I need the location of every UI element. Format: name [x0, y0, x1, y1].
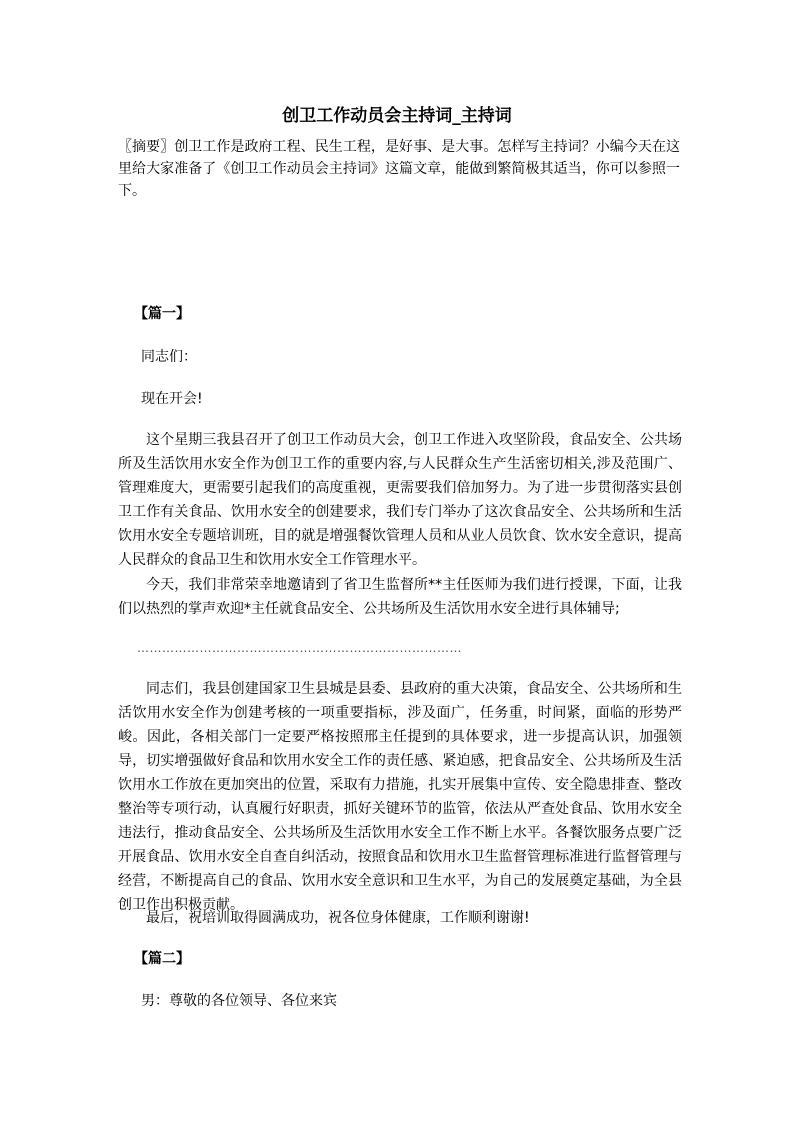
- section-heading-2: 【篇二】: [134, 951, 190, 967]
- section-heading-1: 【篇一】: [134, 306, 190, 322]
- paragraph-4: 最后，祝培训取得圆满成功，祝各位身体健康，工作顺利谢谢!: [146, 910, 530, 926]
- paragraph-5: 男：尊敬的各位领导、各位来宾: [141, 993, 337, 1009]
- opening-text: 现在开会!: [141, 391, 203, 407]
- ellipsis-divider: ……………………………………………………………………: [137, 641, 462, 655]
- paragraph-1: 这个星期三我县召开了创卫工作动员大会，创卫工作进入攻坚阶段，食品安全、公共场所及生活饮用水安全作为创卫工作的重要内容,与人民群众生产生活密切相关,涉及范围广、管理难度大，更需要引起我们的高度重视，更需要我们倍加努力。为了进一步贯彻落实县创卫工作有关食品、饮用水安全的创建要求，我们专门举办了这次食品安全、公共场所和生活饮用水安全专题培训班，目的就是增强餐饮管理人员和从业人员饮食、饮水安全意识，提高人民群众的食品卫生和饮用水安全工作管理水平。: [118, 432, 682, 568]
- paragraph-2: 今天，我们非常荣幸地邀请到了省卫生监督所**主任医师为我们进行授课，下面，让我们以热烈的掌声欢迎*主任就食品安全、公共场所及生活饮用水安全进行具体辅导;: [118, 577, 682, 617]
- document-title: 创卫工作动员会主持词_主持词: [282, 106, 512, 126]
- greeting-text: 同志们：: [141, 349, 197, 365]
- paragraph-3: 同志们，我县创建国家卫生县城是县委、县政府的重大决策，食品安全、公共场所和生活饮用水安全作为创建考核的一项重要指标，涉及面广，任务重，时间紧，面临的形势严峻。因此，各相关部门一定要严格按照邢主任提到的具体要求，进一步提高认识，加强领导，切实增强做好食品和饮用水安全工作的责任感、紧迫感，把食品安全、公共场所及生活饮用水工作放在更加突出的位置，采取有力措施，扎实开展集中宣传、安全隐患排查、整改整治等专项行动，认真履行好职责，抓好关键环节的监管，依法从严查处食品、饮用水安全违法行，推动食品安全、公共场所及生活饮用水安全工作不断上水平。各餐饮服务点要广泛开展食品、饮用水安全自查自纠活动，按照食品和饮用水卫生监督管理标准进行监督管理与经营，不断提高自己的食品、饮用水安全意识和卫生水平，为自己的发展奠定基础，为全县创卫作出积极贡献。: [118, 681, 682, 913]
- document-abstract: 〖摘要〗创卫工作是政府工程、民生工程，是好事、是大事。怎样写主持词？小编今天在这里给大家准备了《创卫工作动员会主持词》这篇文章，能做到繁简极其适当，你可以参照一下。: [118, 139, 680, 199]
